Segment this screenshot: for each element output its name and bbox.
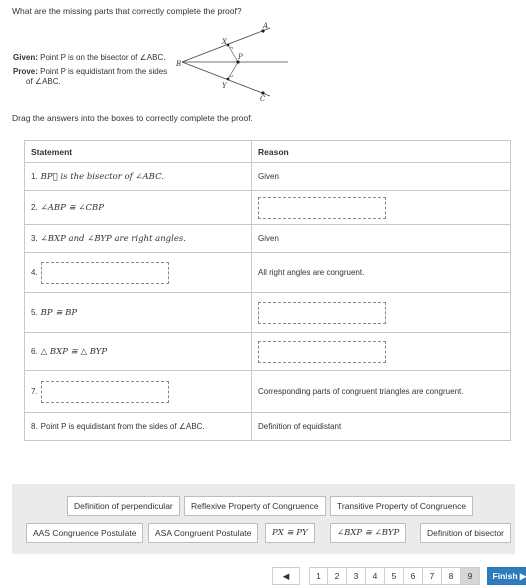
page-button-9[interactable]: 9 (461, 567, 480, 585)
proof-table (24, 140, 511, 441)
prove-label: Prove: (13, 67, 38, 76)
page-button-3[interactable]: 3 (347, 567, 366, 585)
table-row (25, 413, 510, 440)
step-number: 1. (31, 172, 38, 181)
prev-page-button[interactable]: ◀ (272, 567, 300, 585)
answer-chip-reflexive-property[interactable]: Reflexive Property of Congruence (184, 496, 326, 516)
statement-drop-box[interactable] (41, 381, 169, 403)
header-statement: Statement (25, 141, 252, 162)
reason-text: Corresponding parts of congruent triangles are congruent. (258, 387, 464, 396)
given-statement (13, 53, 165, 63)
statement-cell (25, 253, 252, 292)
reason-drop-box[interactable] (258, 341, 386, 363)
page-button-4[interactable]: 4 (366, 567, 385, 585)
page-button-1[interactable]: 1 (309, 567, 328, 585)
reason-cell (252, 293, 510, 332)
label-p: P (238, 53, 243, 61)
statement-cell (25, 225, 252, 252)
given-text: Point P is on the bisector of ∠ABC. (40, 53, 166, 62)
page-button-6[interactable]: 6 (404, 567, 423, 585)
step-number: 8. (31, 422, 38, 431)
statement-cell (25, 163, 252, 190)
label-c: C (260, 95, 266, 102)
reason-text: Given (258, 234, 279, 243)
statement-text: ∠ABP ≅ ∠CBP (40, 202, 105, 213)
statement-cell (25, 293, 252, 332)
table-row (25, 163, 510, 191)
reason-text: All right angles are congruent. (258, 268, 365, 277)
statement-text: Point P is equidistant from the sides of ∠ABC. (40, 422, 205, 431)
step-number: 5. (31, 308, 38, 317)
statement-cell (25, 333, 252, 370)
table-row (25, 253, 510, 293)
table-row (25, 371, 510, 413)
answer-chip-angle-bxp-congruent-byp[interactable]: ∠BXP ≅ ∠BYP (330, 523, 406, 543)
reason-text: Given (258, 172, 279, 181)
statement-drop-box[interactable] (41, 262, 169, 284)
table-row (25, 225, 510, 253)
step-number: 2. (31, 203, 38, 212)
finish-button[interactable]: Finish ▶ (487, 567, 526, 585)
answer-chip-definition-of-perpendicular[interactable]: Definition of perpendicular (67, 496, 180, 516)
answer-chip-definition-of-bisector[interactable]: Definition of bisector (420, 523, 511, 543)
statement-text: △ BXP ≅ △ BYP (40, 346, 108, 357)
page-button-2[interactable]: 2 (328, 567, 347, 585)
answer-chip-asa-postulate[interactable]: ASA Congruent Postulate (148, 523, 258, 543)
statement-text: BP⃗ is the bisector of ∠ABC. (40, 171, 164, 182)
reason-text: Definition of equidistant (258, 422, 342, 431)
page-button-8[interactable]: 8 (442, 567, 461, 585)
table-header-row (25, 141, 510, 163)
answer-bank (12, 484, 515, 554)
statement-text: BP ≅ BP (40, 307, 78, 318)
label-x: X (222, 38, 227, 46)
label-b: B (176, 60, 182, 68)
page-button-7[interactable]: 7 (423, 567, 442, 585)
statement-cell (25, 191, 252, 224)
table-row (25, 333, 510, 371)
statement-cell (25, 371, 252, 412)
prove-text-1: Point P is equidistant from the sides (40, 67, 168, 76)
answer-chip-px-congruent-py[interactable]: PX ≅ PY (265, 523, 315, 543)
instruction-text: Drag the answers into the boxes to correctly complete the proof. (12, 113, 253, 123)
answer-chip-transitive-property[interactable]: Transitive Property of Congruence (330, 496, 473, 516)
step-number: 4. (31, 268, 38, 277)
reason-cell (252, 191, 510, 224)
label-a: A (263, 22, 269, 30)
step-number: 7. (31, 387, 38, 396)
table-row (25, 293, 510, 333)
header-reason: Reason (258, 146, 289, 157)
given-label: Given: (13, 53, 38, 62)
statement-text: ∠BXP and ∠BYP are right angles. (40, 233, 186, 244)
prove-statement (13, 67, 167, 87)
angle-figure (172, 20, 292, 104)
answer-chip-aas-postulate[interactable]: AAS Congruence Postulate (26, 523, 143, 543)
question-text: What are the missing parts that correctly complete the proof? (12, 6, 242, 16)
table-row (25, 191, 510, 225)
page-button-5[interactable]: 5 (385, 567, 404, 585)
step-number: 3. (31, 234, 38, 243)
statement-cell (25, 413, 252, 440)
step-number: 6. (31, 347, 38, 356)
prove-text-2: of ∠ABC. (26, 77, 61, 86)
label-y: Y (222, 82, 227, 90)
reason-drop-box[interactable] (258, 197, 386, 219)
reason-cell (252, 333, 510, 370)
reason-drop-box[interactable] (258, 302, 386, 324)
pagination (272, 567, 526, 585)
